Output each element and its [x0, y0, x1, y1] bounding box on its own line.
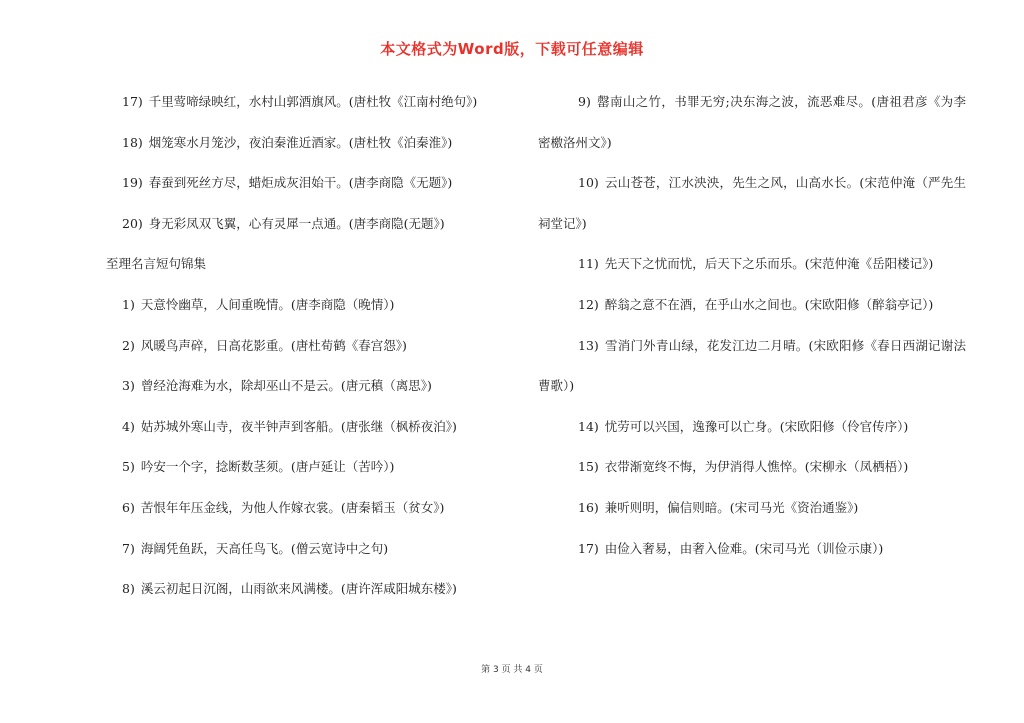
quote-text: 溪云初起日沉阁，山雨欲来风满楼。(唐许浑咸阳城东楼》)	[140, 581, 457, 597]
quote-item	[82, 204, 512, 245]
quote-item	[82, 123, 512, 164]
page-footer: 第 3 页 共 4 页	[481, 665, 543, 675]
quote-item	[538, 82, 966, 163]
quote-number: 8)	[122, 581, 135, 597]
quote-item	[538, 529, 966, 570]
quote-number: 4)	[122, 418, 135, 434]
quote-number: 7)	[122, 540, 135, 556]
quote-text: 身无彩凤双飞翼，心有灵犀一点通。(唐李商隐(无题》)	[148, 215, 445, 231]
quote-text: 风暖鸟声碎，日高花影重。(唐杜荀鹤《春宫怨》)	[140, 337, 407, 353]
quote-item	[82, 366, 512, 407]
quote-number: 18)	[122, 134, 143, 150]
quote-item	[82, 407, 512, 448]
quote-item	[538, 326, 966, 407]
quote-text: 春蚕到死丝方尽，蜡炬成灰泪始干。(唐李商隐《无题》)	[148, 175, 453, 191]
quote-number: 9)	[578, 94, 591, 109]
section-heading: 至理名言短句锦集	[106, 256, 207, 272]
quote-number: 2)	[122, 337, 135, 353]
quote-item	[82, 569, 512, 610]
quote-text: 由俭入奢易，由奢入俭难。(宋司马光（训俭示康）)	[604, 540, 884, 556]
quote-text: 曾经沧海难为水，除却巫山不是云。(唐元稹（离思》)	[140, 378, 432, 394]
quote-item	[538, 163, 966, 244]
quote-number: 20)	[122, 215, 143, 231]
quote-item	[82, 447, 512, 488]
quote-number: 5)	[122, 459, 135, 475]
quote-item	[538, 244, 966, 285]
quote-item	[538, 285, 966, 326]
quote-text: 海阔凭鱼跃，天高任鸟飞。(僧云宽诗中之句)	[140, 540, 389, 556]
quote-text: 吟安一个字，捻断数茎须。(唐卢延让（苦吟）)	[140, 459, 395, 475]
quote-number: 15)	[578, 459, 599, 475]
quote-number: 1)	[122, 296, 135, 312]
quote-text: 雪消门外青山绿，花发江边二月晴。(宋欧阳修《春日西湖记谢法曹歌）)	[538, 337, 966, 394]
quote-text: 姑苏城外寒山寺，夜半钟声到客船。(唐张继（枫桥夜泊》)	[140, 418, 457, 434]
quote-number: 13)	[578, 337, 599, 353]
quote-text: 烟笼寒水月笼沙，夜泊秦淮近酒家。(唐杜牧《泊秦淮》)	[148, 134, 453, 150]
quote-text: 醉翁之意不在酒，在乎山水之间也。(宋欧阳修（醉翁亭记）)	[604, 296, 934, 312]
quote-item	[82, 82, 512, 123]
quote-item	[82, 285, 512, 326]
quote-text: 云山苍苍，江水泱泱，先生之风，山高水长。(宋范仲淹（严先生祠堂记》)	[538, 175, 966, 231]
quote-number: 10)	[578, 175, 599, 191]
quote-number: 6)	[122, 499, 135, 515]
quote-number: 14)	[578, 418, 599, 434]
quote-number: 11)	[578, 256, 599, 272]
quote-item	[538, 447, 966, 488]
quote-text: 罄南山之竹，书罪无穷;决东海之波，流恶难尽。(唐祖君彦《为李密檄洛州文》)	[538, 94, 966, 150]
quote-item	[82, 326, 512, 367]
quote-item	[538, 407, 966, 448]
quote-text: 忧劳可以兴国，逸豫可以亡身。(宋欧阳修（伶官传序）)	[604, 418, 909, 434]
quote-number: 3)	[122, 378, 135, 394]
quote-number: 19)	[122, 175, 143, 191]
quote-number: 16)	[578, 499, 599, 515]
quote-number: 17)	[122, 94, 143, 109]
left-column	[82, 82, 512, 610]
quote-number: 12)	[578, 296, 599, 312]
quote-item	[82, 488, 512, 529]
quote-text: 衣带渐宽终不悔，为伊消得人憔悴。(宋柳永（凤栖梧）)	[604, 459, 909, 475]
right-column	[538, 82, 966, 569]
quote-item	[538, 488, 966, 529]
quote-number: 17)	[578, 540, 599, 556]
quote-text: 兼听则明，偏信则暗。(宋司马光《资治通鉴》)	[604, 499, 859, 515]
quote-text: 先天下之忧而忧，后天下之乐而乐。(宋范仲淹《岳阳楼记》)	[604, 256, 934, 272]
quote-text: 天意怜幽草，人间重晚情。(唐李商隐（晚情）)	[140, 296, 395, 312]
quote-text: 千里莺啼绿映红，水村山郭酒旗风。(唐杜牧《江南村绝句》)	[148, 94, 478, 109]
quote-item	[82, 529, 512, 570]
quote-text: 苦恨年年压金线，为他人作嫁衣裳。(唐秦韬玉（贫女》)	[140, 499, 445, 515]
page-header-title: 本文格式为Word版，下载可任意编辑	[380, 40, 644, 58]
quote-item	[82, 163, 512, 204]
